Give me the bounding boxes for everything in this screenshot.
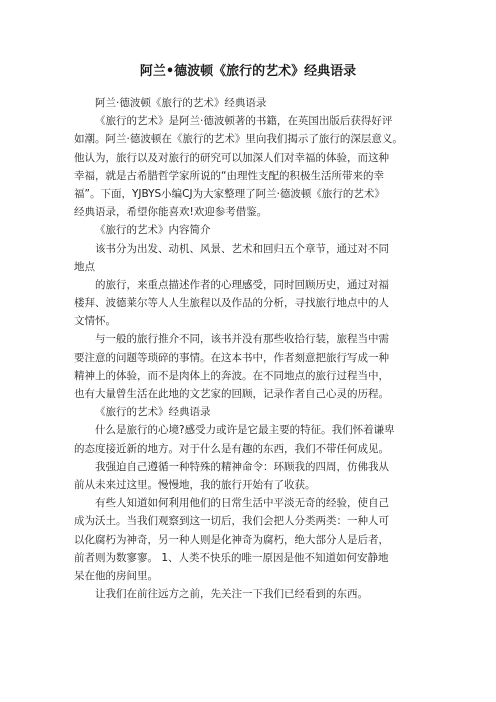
body-line: 该书分为出发、动机、风景、艺术和回归五个章节，通过对不同 [95,242,389,255]
body-line: 成为沃土。当我们观察到这一切后，我们会把人分类两类：一种人可 [74,515,389,528]
body-line: 《旅行的艺术》内容简介 [95,224,211,237]
body-line: 阿兰·德波顿《旅行的艺术》经典语录 [95,97,267,109]
body-line: 的态度接近新的地方。对于什么是有趣的东西，我们不带任何成见。 [74,442,389,455]
body-line: 楼拜、波德莱尔等人人生旅程以及作品的分析，寻找旅行地点中的人 [74,297,389,310]
body-line: 《旅行的艺术》经典语录 [95,406,211,419]
body-line: 什么是旅行的心境?感受力或许是它最主要的特征。我们怀着谦卑 [95,424,395,437]
body-line: 福”。下面，YJBYS小编CJ为大家整理了阿兰·德波顿《旅行的艺术》 [74,187,385,200]
body-line: 有些人知道如何利用他们的日常生活中平淡无奇的经验，使自己 [95,497,389,510]
body-line: 以化腐朽为神奇，另一种人则是化神奇为腐朽，绝大部分人是后者， [74,533,389,546]
body-line: 我强迫自己遵循一种特殊的精神命令：环顾我的四周，仿佛我从 [95,460,389,473]
body-line: 前者则为数寥寥。 1、人类不快乐的唯一原因是他不知道如何安静地 [74,551,389,564]
body-line: 前从未来过这里。慢慢地，我的旅行开始有了收获。 [74,478,316,491]
body-line: 让我们在前往远方之前，先关注一下我们已经看到的东西。 [95,588,368,601]
body-line: 精神上的体验，而不是肉体上的奔波。在不同地点的旅行过程当中， [74,369,389,382]
body-line: 幸福，就是古希腊哲学家所说的“由理性支配的积极生活所带来的幸 [74,169,384,182]
body-line: 文情怀。 [74,315,116,328]
document-title: 阿兰•德波顿《旅行的艺术》经典语录 [139,64,357,79]
body-line: 地点 [74,260,95,273]
body-line: 经典语录，希望你能喜欢!欢迎参考借鉴。 [74,206,268,219]
body-line: 也有大量曾生活在此地的文艺家的回顾，记录作者自己心灵的历程。 [74,388,389,400]
body-line: 如潮。阿兰·德波顿在《旅行的艺术》里向我们揭示了旅行的深层意义。 [74,133,403,146]
body-line: 要注意的问题等琐碎的事情。在这本书中，作者刻意把旅行写成一种 [74,351,389,364]
body-line: 《旅行的艺术》是阿兰·德波顿著的书籍，在英国出版后获得好评 [95,115,393,128]
body-line: 呆在他的房间里。 [74,569,158,582]
body-line: 他认为，旅行以及对旅行的研究可以加深人们对幸福的体验，而这种 [74,151,389,164]
body-line: 与一般的旅行推介不同，该书并没有那些收拾行装，旅程当中需 [95,333,389,346]
body-line: 的旅行，来重点描述作者的心理感受，同时回顾历史，通过对福 [95,278,389,291]
document-body [74,94,434,603]
